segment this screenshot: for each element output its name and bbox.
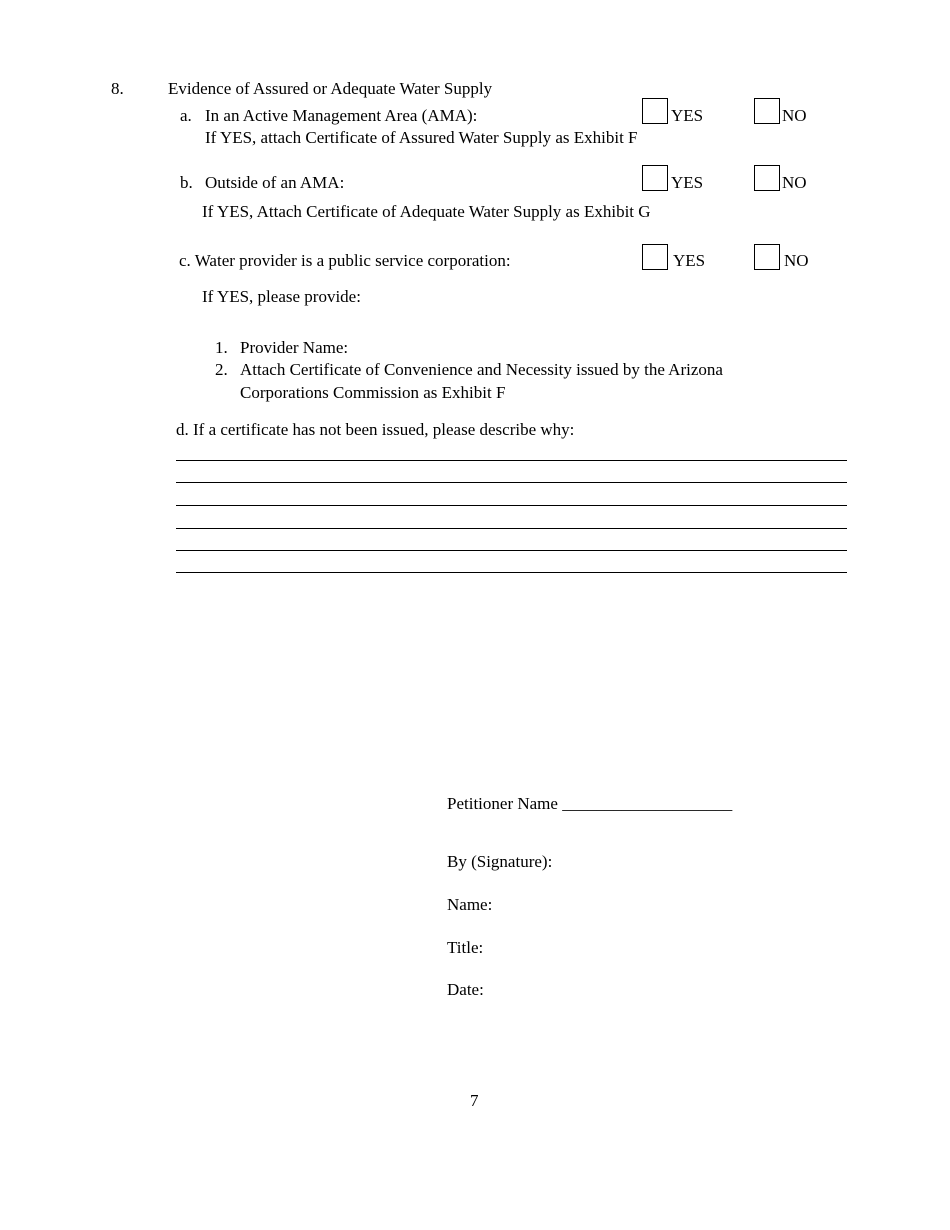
item-c-text: c. Water provider is a public service corporation:	[179, 251, 511, 270]
item-b-no-checkbox[interactable]	[754, 165, 780, 191]
item-b-no-label: NO	[782, 173, 807, 192]
item-a-no-label: NO	[782, 106, 807, 125]
description-line-5[interactable]	[176, 550, 847, 551]
description-line-6[interactable]	[176, 572, 847, 573]
item-c-yes-checkbox[interactable]	[642, 244, 668, 270]
signature-label: By (Signature):	[447, 852, 553, 871]
section-number: 8.	[111, 79, 124, 98]
item-c-sub-2-continued: Corporations Commission as Exhibit F	[240, 383, 506, 402]
item-b-yes-label: YES	[671, 173, 704, 192]
item-c-no-checkbox[interactable]	[754, 244, 780, 270]
title-label: Title:	[447, 938, 484, 957]
item-c-note: If YES, please provide:	[202, 287, 361, 306]
page-number: 7	[470, 1091, 479, 1110]
item-a-yes-label: YES	[671, 106, 704, 125]
item-c-yes-label: YES	[673, 251, 706, 270]
description-line-3[interactable]	[176, 505, 847, 506]
item-b-label: b.	[180, 173, 193, 192]
item-a-yes-checkbox[interactable]	[642, 98, 668, 124]
description-line-1[interactable]	[176, 460, 847, 461]
section-title: Evidence of Assured or Adequate Water Supply	[168, 79, 493, 98]
item-c-sub-1-number: 1.	[215, 338, 228, 357]
item-c-sub-2-text: Attach Certificate of Convenience and Necessity issued by the Arizona	[240, 360, 723, 379]
item-a-no-checkbox[interactable]	[754, 98, 780, 124]
description-line-2[interactable]	[176, 482, 847, 483]
name-label: Name:	[447, 895, 493, 914]
item-a-text: In an Active Management Area (AMA):	[205, 106, 478, 125]
item-c-no-label: NO	[784, 251, 809, 270]
item-c-sub-1-text: Provider Name:	[240, 338, 349, 357]
item-b-text: Outside of an AMA:	[205, 173, 345, 192]
item-c-sub-2-number: 2.	[215, 360, 228, 379]
item-a-label: a.	[180, 106, 192, 125]
item-b-yes-checkbox[interactable]	[642, 165, 668, 191]
petitioner-name-field[interactable]: Petitioner Name ____________________	[447, 794, 733, 813]
item-a-note: If YES, attach Certificate of Assured Water Supply as Exhibit F	[205, 128, 638, 147]
description-line-4[interactable]	[176, 528, 847, 529]
item-b-note: If YES, Attach Certificate of Adequate Water Supply as Exhibit G	[202, 202, 651, 221]
item-d-text: d. If a certificate has not been issued, please describe why:	[176, 420, 575, 439]
date-label: Date:	[447, 980, 484, 999]
